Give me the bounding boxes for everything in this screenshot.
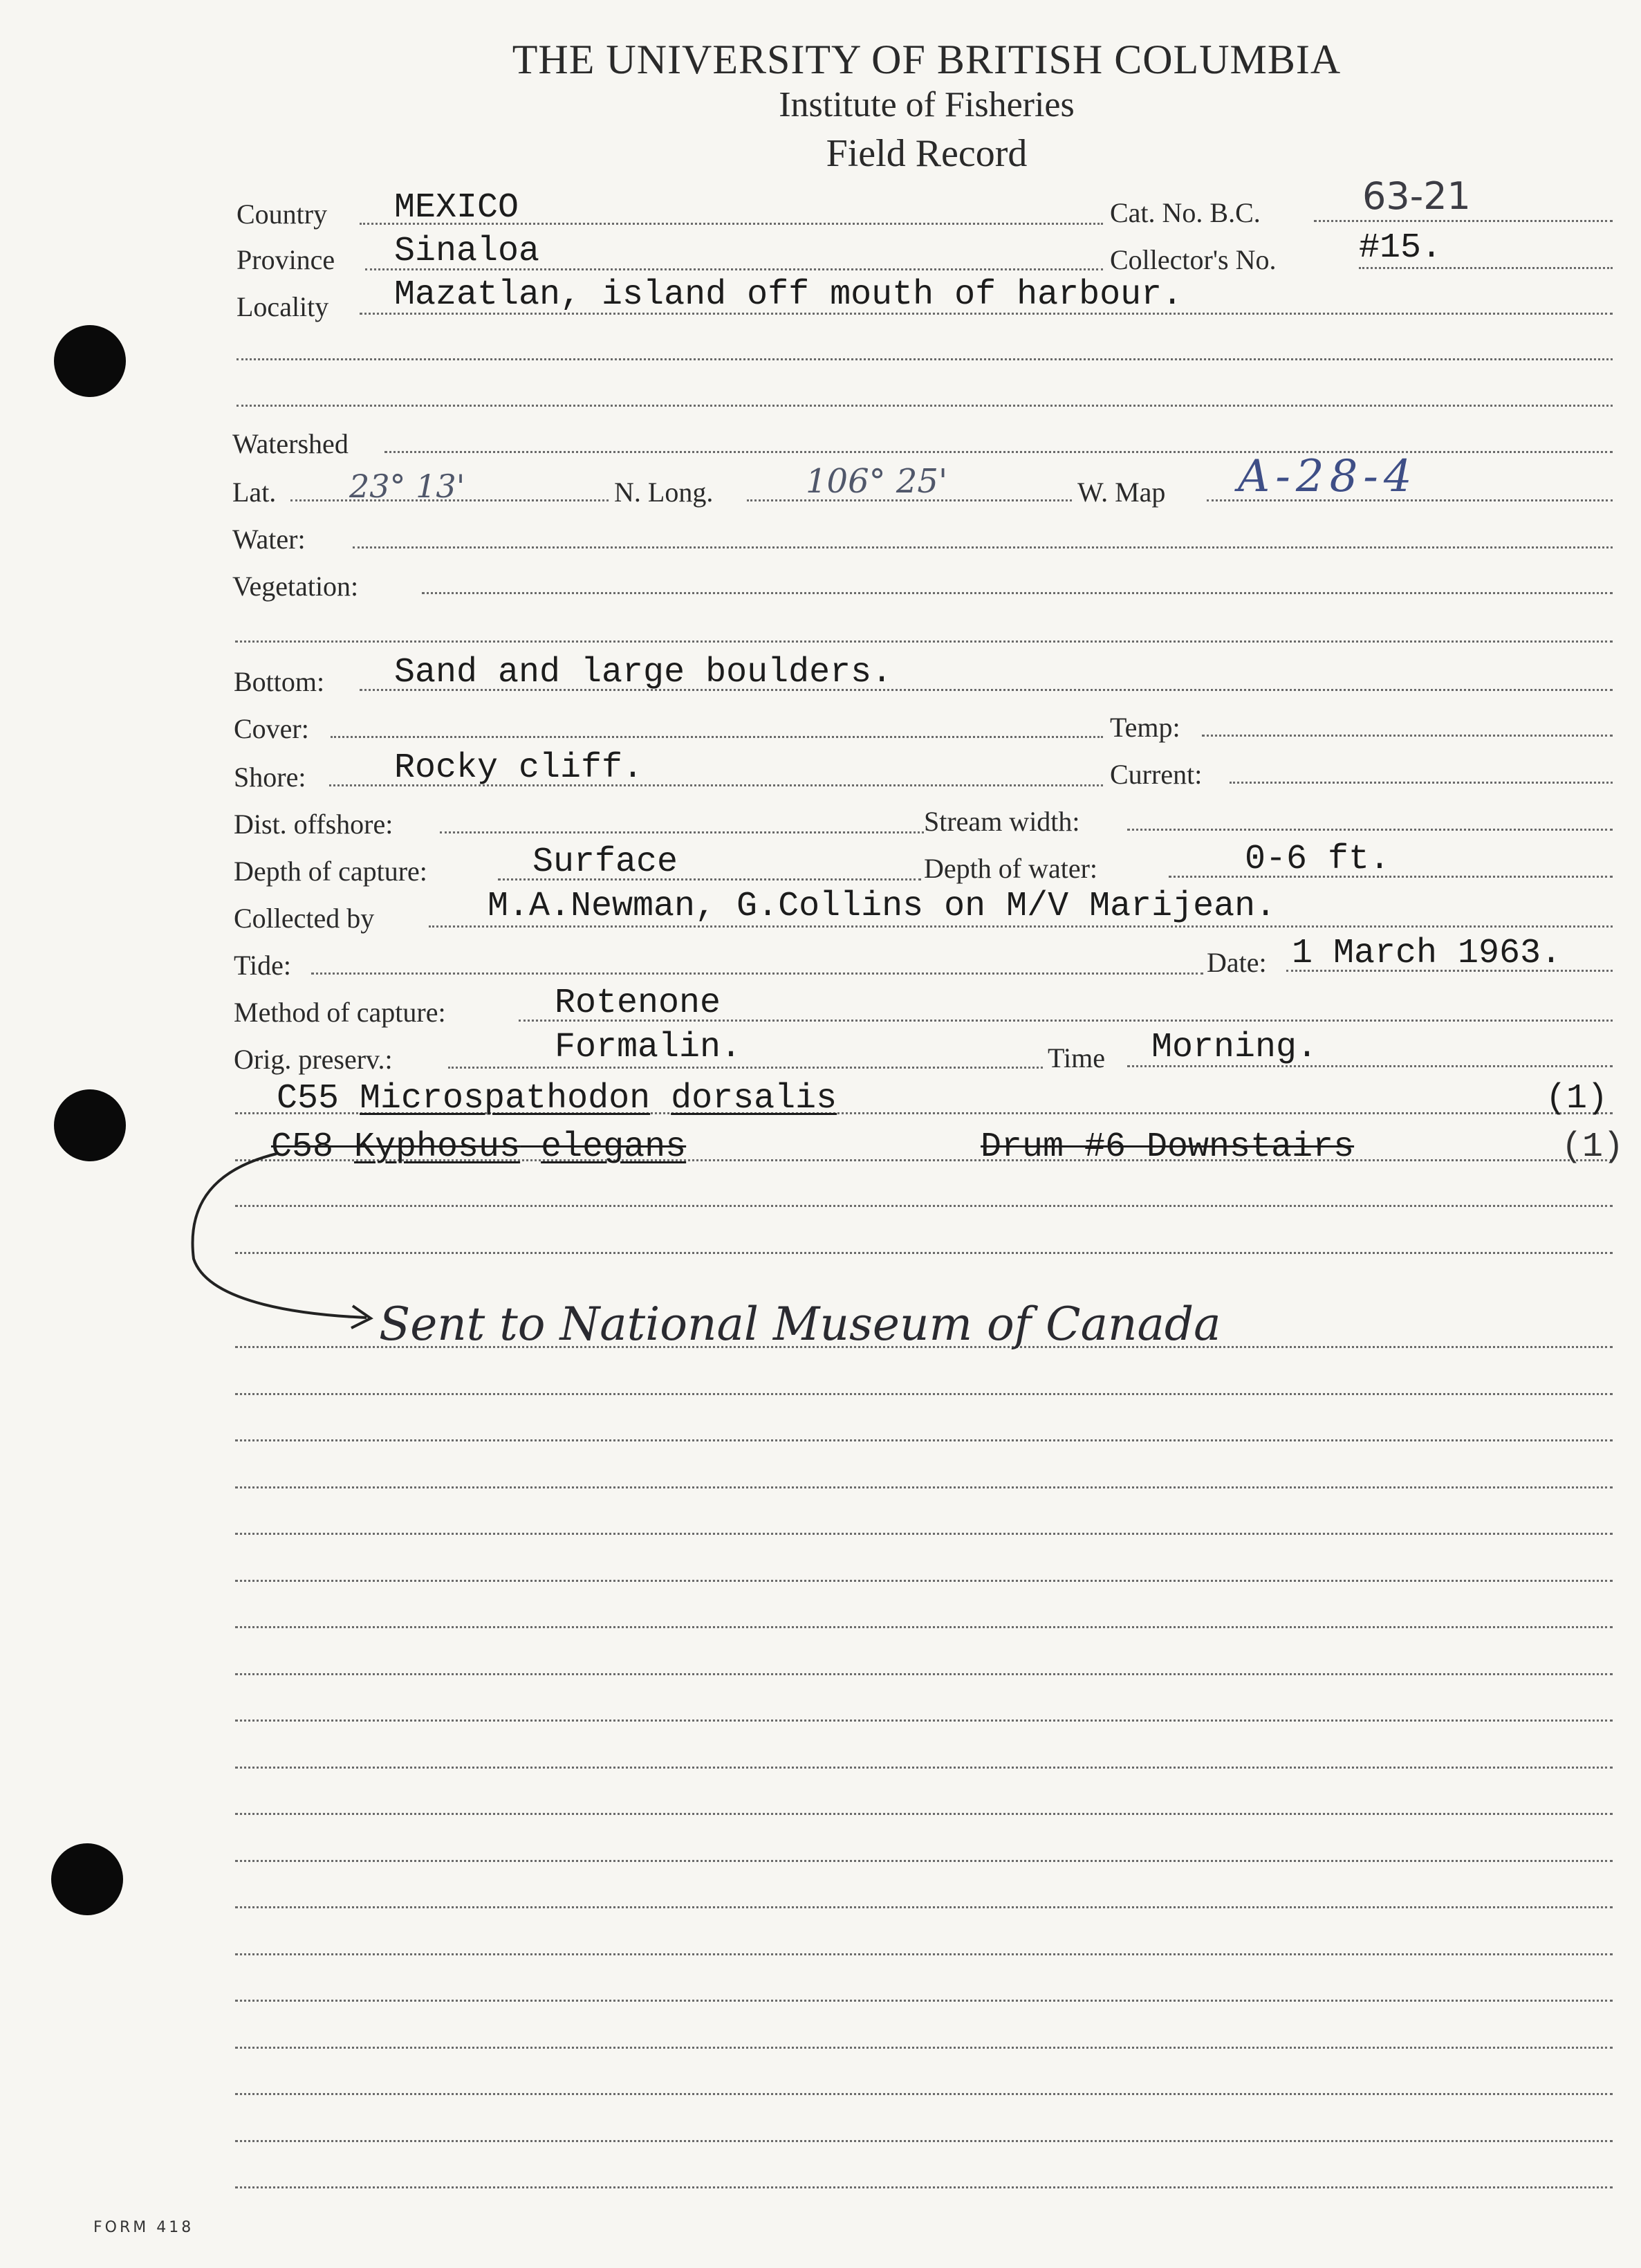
date-value: 1 March 1963.: [1292, 934, 1562, 973]
ruled-line: [235, 2186, 1613, 2188]
ruled-line: [235, 1486, 1613, 1488]
locality-value: Mazatlan, island off mouth of harbour.: [394, 275, 1183, 315]
depth-water-label: Depth of water:: [924, 853, 1098, 884]
specimen-1-species: dorsalis: [671, 1079, 837, 1118]
ruled-line: [235, 2047, 1613, 2049]
watershed-label: Watershed: [232, 428, 349, 459]
w-map-label: W. Map: [1077, 477, 1166, 508]
arrow-icon: [180, 1141, 401, 1342]
map-value: A-28-4: [1238, 451, 1418, 502]
form-number: FORM 418: [93, 2219, 194, 2236]
tide-label: Tide:: [234, 950, 292, 981]
date-label: Date:: [1207, 947, 1267, 978]
institute-title: Institute of Fisheries: [779, 85, 1075, 125]
current-label: Current:: [1110, 759, 1203, 790]
collectors-no-value: #15.: [1359, 228, 1443, 268]
collected-by-value: M.A.Newman, G.Collins on M/V Marijean.: [488, 887, 1277, 926]
cat-no-label: Cat. No. B.C.: [1110, 197, 1261, 228]
ruled-line: [235, 1953, 1613, 1955]
vegetation-label: Vegetation:: [232, 571, 359, 602]
ruled-line: [235, 1533, 1613, 1535]
ruled-line: [235, 1860, 1613, 1862]
specimen-2-count: (1): [1561, 1127, 1624, 1167]
specimen-2-code: C58: [271, 1127, 334, 1167]
specimen-1-genus: Microspathodon: [360, 1079, 651, 1118]
province-value: Sinaloa: [394, 232, 540, 271]
ruled-line: [235, 1439, 1613, 1441]
ruled-line: [235, 1720, 1613, 1722]
preserv-value: Formalin.: [555, 1028, 742, 1067]
ruled-line: [235, 2093, 1613, 2095]
specimen-2-genus: Kyphosus: [354, 1127, 521, 1167]
locality-label: Locality: [237, 291, 329, 322]
punch-hole-bottom: [51, 1843, 123, 1915]
depth-capture-label: Depth of capture:: [234, 856, 427, 887]
preserv-label: Orig. preserv.:: [234, 1044, 393, 1075]
shore-value: Rocky cliff.: [394, 748, 644, 788]
ruled-line: [235, 1813, 1613, 1815]
ruled-line: [235, 1205, 1613, 1207]
depth-capture-value: Surface: [532, 842, 678, 882]
specimen-2-location: Drum #6 Downstairs: [981, 1127, 1355, 1167]
method-value: Rotenone: [555, 984, 721, 1023]
ruled-line: [235, 1673, 1613, 1675]
time-label: Time: [1048, 1042, 1106, 1073]
dist-offshore-label: Dist. offshore:: [234, 809, 393, 840]
province-label: Province: [237, 244, 335, 275]
ruled-line: [235, 1580, 1613, 1582]
record-title: Field Record: [826, 132, 1028, 175]
time-value: Morning.: [1151, 1028, 1318, 1067]
lat-value: 23° 13': [349, 468, 465, 505]
ruled-line: [235, 1906, 1613, 1908]
specimen-1-code: C55: [277, 1079, 340, 1118]
country-value: MEXICO: [394, 188, 519, 228]
long-value: 106° 25': [806, 462, 948, 501]
ruled-line: [235, 2000, 1613, 2002]
n-long-label: N. Long.: [614, 477, 714, 508]
bottom-label: Bottom:: [234, 666, 325, 697]
bottom-value: Sand and large boulders.: [394, 653, 893, 692]
ruled-line: [235, 1252, 1613, 1254]
method-label: Method of capture:: [234, 997, 446, 1028]
shore-label: Shore:: [234, 762, 306, 793]
specimen-2-species: elegans: [541, 1127, 687, 1167]
specimen-1: [277, 1079, 837, 1118]
stream-width-label: Stream width:: [924, 806, 1080, 837]
punch-hole-top: [54, 325, 126, 397]
water-label: Water:: [232, 524, 306, 555]
specimen-1-count: (1): [1546, 1079, 1608, 1118]
ruled-line: [235, 1393, 1613, 1395]
ruled-line: [235, 2140, 1613, 2142]
ruled-line: [235, 1626, 1613, 1628]
collectors-no-label: Collector's No.: [1110, 244, 1277, 275]
depth-water-value: 0-6 ft.: [1245, 840, 1391, 879]
ruled-line: [235, 1767, 1613, 1769]
cover-label: Cover:: [234, 713, 309, 744]
punch-hole-middle: [54, 1089, 126, 1161]
museum-note: Sent to National Museum of Canada: [379, 1298, 1221, 1351]
lat-label: Lat.: [232, 477, 277, 508]
collected-by-label: Collected by: [234, 903, 375, 934]
university-title: THE UNIVERSITY OF BRITISH COLUMBIA: [512, 37, 1342, 82]
country-label: Country: [237, 199, 328, 230]
cat-no-value: 63-21: [1362, 174, 1471, 218]
temp-label: Temp:: [1110, 712, 1180, 743]
